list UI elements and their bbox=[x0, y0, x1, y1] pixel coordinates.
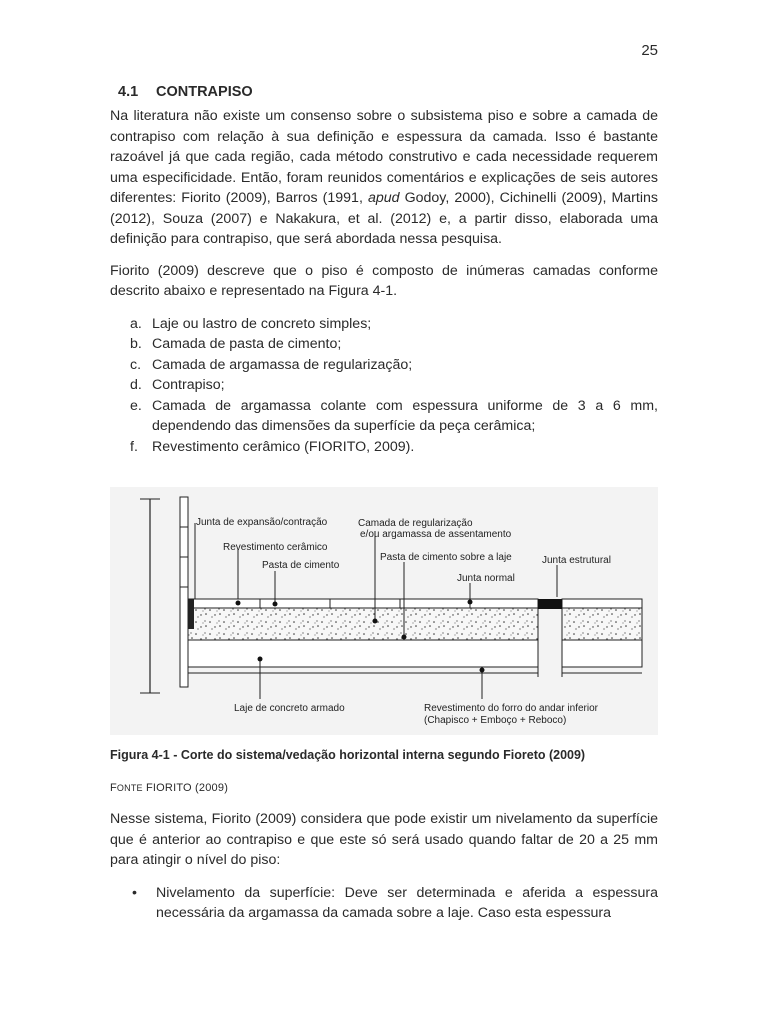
figure-source: FONTE FIORITO (2009) bbox=[110, 782, 229, 794]
paragraph-intro-part1: Na literatura não existe um consenso sobre o subsistema piso e sobre a camada de contrapiso com relação à sua definição e espessura da camada. Isso é bastante razoável já que cada região, cada método construtivo e cada necessidade requerem uma especificidade. Então, foram reunidos comentários e explicações de seis autores diferentes: Fiorito (2009), Barros (1991, bbox=[110, 108, 658, 206]
label-chapisco-emboco-reboco: (Chapisco + Emboço + Reboco) bbox=[424, 715, 567, 726]
label-junta-estrutural: Junta estrutural bbox=[542, 555, 611, 566]
mortar-bed-layer bbox=[188, 608, 538, 640]
label-revestimento-ceramico: Revestimento cerâmico bbox=[223, 542, 328, 553]
bullet-dot: • bbox=[132, 884, 137, 901]
paragraph-fiorito: Fiorito (2009) descreve que o piso é composto de inúmeras camadas conforme descrito abaixo e representado na Figura 4-1. bbox=[110, 262, 658, 299]
section-heading bbox=[118, 84, 658, 100]
layers-list bbox=[110, 314, 658, 458]
bullet-item: • Nivelamento da superfície: Deve ser determinada e aferida a espessura necessária da argamassa da camada sobre a laje. Caso esta espessura bbox=[110, 883, 658, 924]
section-number: 4.1 bbox=[118, 84, 139, 100]
label-junta-normal: Junta normal bbox=[457, 573, 515, 584]
list-item: f. Revestimento cerâmico (FIORITO, 2009). bbox=[130, 438, 415, 455]
paragraph-intro-part2: Godoy, 2000), Cichinelli (2009), Martins (2012), Souza (2007) e Nakakura, et al. (2012) e, a partir disso, elaborada uma definição para contrapiso, que será abordada nessa pesquisa. bbox=[110, 190, 658, 247]
list-item: a. Laje ou lastro de concreto simples; bbox=[130, 315, 372, 332]
floor-section-diagram bbox=[110, 487, 658, 735]
label-laje-concreto: Laje de concreto armado bbox=[234, 703, 345, 714]
concrete-slab bbox=[188, 640, 538, 667]
label-revestimento-forro: Revestimento do forro do andar inferior bbox=[424, 703, 598, 714]
bullet-list bbox=[110, 883, 658, 924]
main-content bbox=[110, 84, 658, 457]
list-item: d. Contrapiso; bbox=[130, 377, 225, 393]
label-argamassa-assentamento: e/ou argamassa de assentamento bbox=[360, 529, 512, 540]
list-item: e. Camada de argamassa colante com espessura uniforme de 3 a 6 mm, dependendo das dimensões da superfície da peça cerâmica; bbox=[130, 397, 658, 434]
paragraph-nivelamento: Nesse sistema, Fiorito (2009) considera que pode existir um nivelamento da superfície que é anterior ao contrapiso e que este só será usado quando faltar de 20 a 25 mm para atingir o nível do piso: bbox=[110, 811, 658, 868]
page-number: 25 bbox=[641, 42, 658, 59]
label-junta-expansao: Junta de expansão/contração bbox=[196, 517, 328, 528]
ceramic-tile-layer bbox=[188, 599, 538, 608]
label-pasta-sobre-laje: Pasta de cimento sobre a laje bbox=[380, 552, 512, 563]
figure-caption: Figura 4-1 - Corte do sistema/vedação horizontal interna segundo Fioreto (2009) bbox=[110, 748, 586, 762]
structural-joint bbox=[538, 599, 562, 609]
italic-apud: apud bbox=[367, 190, 400, 206]
section-title: CONTRAPISO bbox=[156, 84, 253, 100]
figure-floor-section bbox=[110, 487, 658, 735]
label-camada-regularizacao: Camada de regularização bbox=[358, 518, 473, 529]
list-item: b. Camada de pasta de cimento; bbox=[130, 336, 342, 352]
continuation-content bbox=[110, 809, 658, 924]
label-pasta-cimento: Pasta de cimento bbox=[262, 560, 340, 571]
wall-section bbox=[180, 497, 188, 687]
paragraph-intro bbox=[110, 106, 658, 250]
list-item: c. Camada de argamassa de regularização; bbox=[130, 356, 413, 373]
